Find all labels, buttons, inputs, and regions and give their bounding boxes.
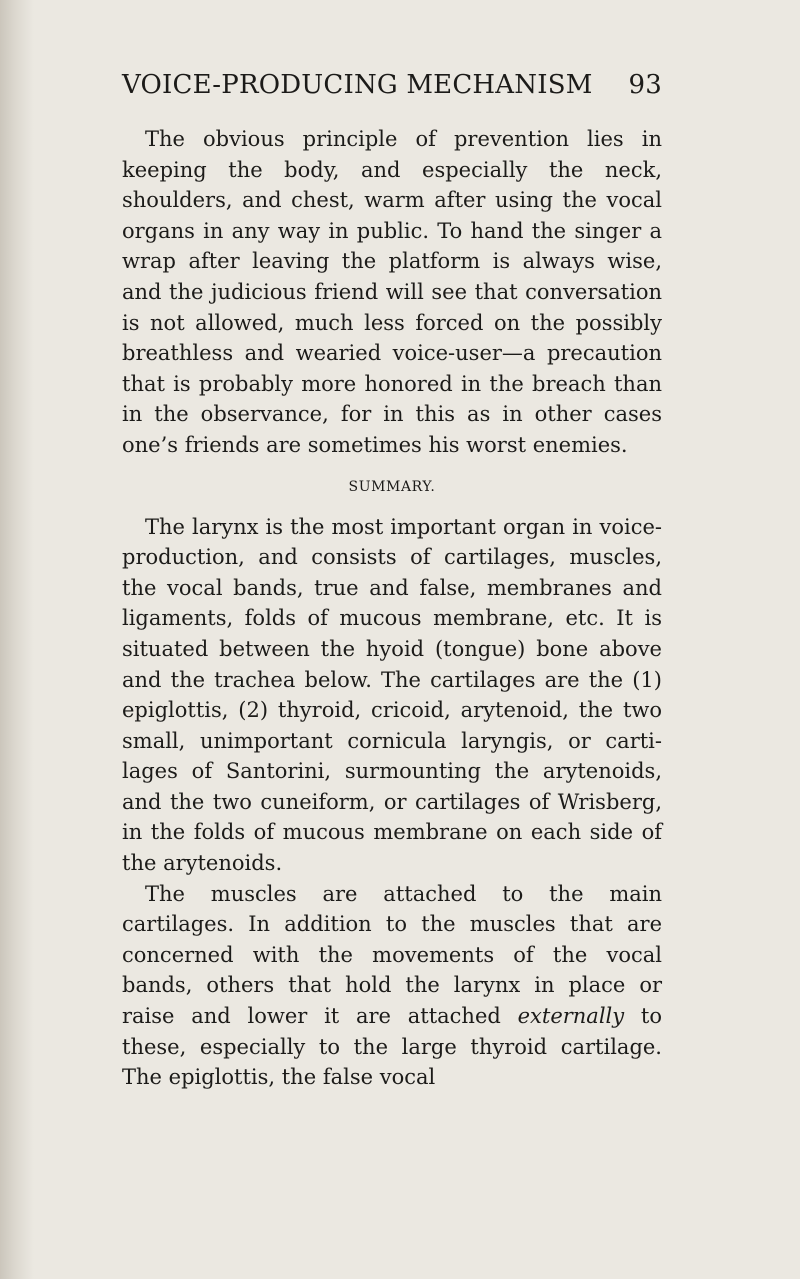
paragraph-prevention: The obvious principle of prevention lies in keeping the body, and especially the neck, shoulders, and chest, warm after using the vocal organs in any way in public. To hand the singer a wrap after leaving the platform is always wise, and the judicious friend will see that conversation is not allowed, much less forced on the possibly breathless and wearied voice-user—a precaution that is probably more honored in the breach than in the observance, for in this as in other cases one’s friends are sometimes his worst enemies. bbox=[122, 127, 662, 457]
running-header bbox=[122, 70, 662, 114]
running-title: VOICE-PRODUCING MECHANISM bbox=[122, 70, 593, 100]
paragraph-larynx: The larynx is the most important organ in voice-production, and consists of cartilages, muscles, the vocal bands, true and false, membranes and ligaments, folds of mucous membrane, etc. It is situated between the hyoid (tongue) bone above and the trachea below. The cartilages are the (1) epiglottis, (2) thyroid, cricoid, arytenoid, the two small, unimportant cornicula laryngis, or cartilages of Santorini, surmounting the arytenoids, and the two cuneiform, or cartilages of Wrisberg, in the folds of mucous membrane on each side of the arytenoids. bbox=[122, 514, 662, 876]
paragraph-muscles bbox=[122, 879, 662, 1093]
page-number: 93 bbox=[628, 70, 662, 100]
binding-gutter-shadow bbox=[0, 0, 34, 1279]
muscles-text-start: The muscles are attached to the main cartilages. In addition to the muscles that are concerned with the movements of the vocal bands, others that hold the larynx in place or raise and lower it are attached bbox=[122, 881, 662, 1029]
summary-heading: SUMMARY. bbox=[348, 478, 436, 495]
italic-externally: externally bbox=[517, 1004, 625, 1029]
book-page bbox=[122, 70, 662, 1093]
muscles-text-end: to these, especially to the large thyroid cartilage. The epiglottis, the false vocal bbox=[122, 1004, 662, 1090]
